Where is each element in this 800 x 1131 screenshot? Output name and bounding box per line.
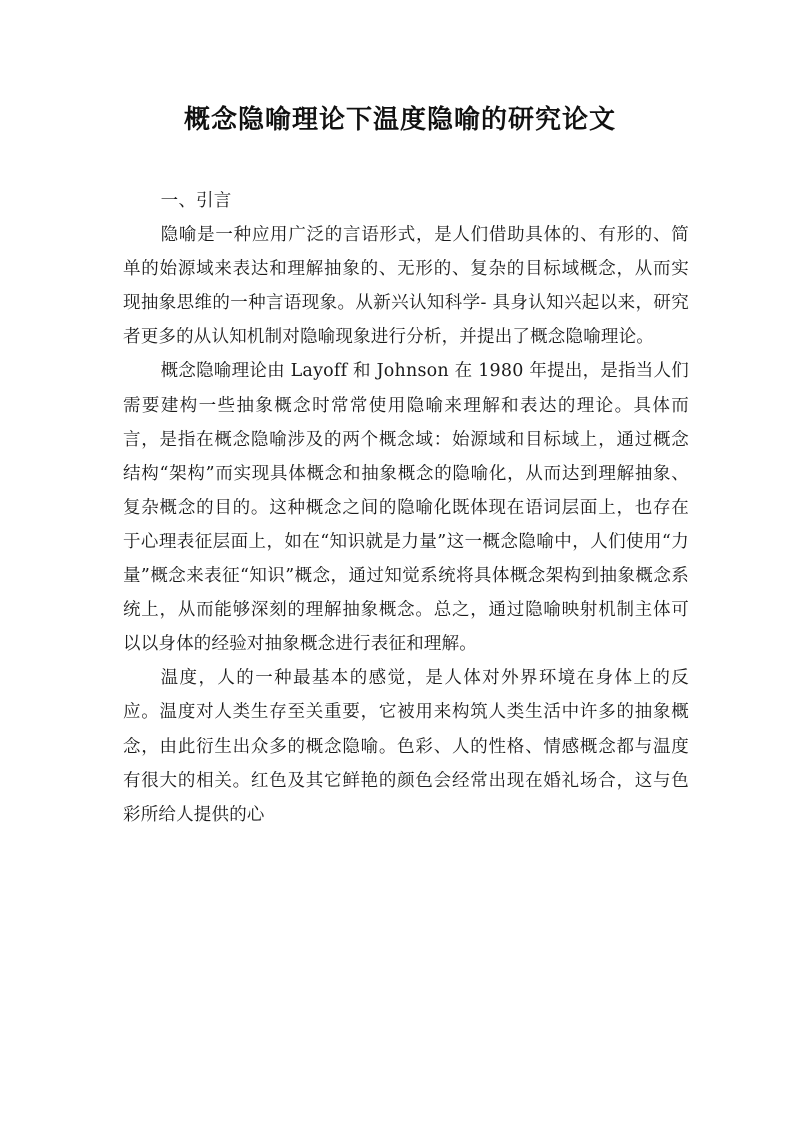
paragraph: 隐喻是一种应用广泛的言语形式，是人们借助具体的、有形的、简单的始源域来表达和理解抽象的、无形的、复杂的目标域概念，从而实现抽象思维的一种言语现象。从新兴认知科学- 具身认知兴起以来，研究者更多的从认知机制对隐喻现象进行分析，并提出了概念隐喻理论。 [123,225,689,348]
document-title: 概念隐喻理论下温度隐喻的研究论文 [183,105,616,135]
section-heading: 一、引言 [160,191,232,211]
paragraph: 概念隐喻理论由 Layoff 和 Johnson 在 1980 年提出，是指当人们需要建构一些抽象概念时常常使用隐喻来理解和表达的理论。具体而言，是指在概念隐喻涉及的两个概念域：始源域和目标域上，通过概念结构“架构”而实现具体概念和抽象概念的隐喻化，从而达到理解抽象、复杂概念的目的。这种概念之间的隐喻化既体现在语词层面上，也存在于心理表征层面上，如在“知识就是力量”这一概念隐喻中，人们使用“力量”概念来表征“知识”概念，通过知觉系统将具体概念架构到抽象概念系统上，从而能够深刻的理解抽象概念。总之，通过隐喻映射机制主体可以以身体的经验对抽象概念进行表征和理解。 [123,361,689,655]
paragraph: 温度，人的一种最基本的感觉，是人体对外界环境在身体上的反应。温度对人类生存至关重要，它被用来构筑人类生活中许多的抽象概念，由此衍生出众多的概念隐喻。色彩、人的性格、情感概念都与温度有很大的相关。红色及其它鲜艳的颜色会经常出现在婚礼场合，这与色彩所给人提供的心 [123,668,689,825]
document-body [123,184,689,832]
